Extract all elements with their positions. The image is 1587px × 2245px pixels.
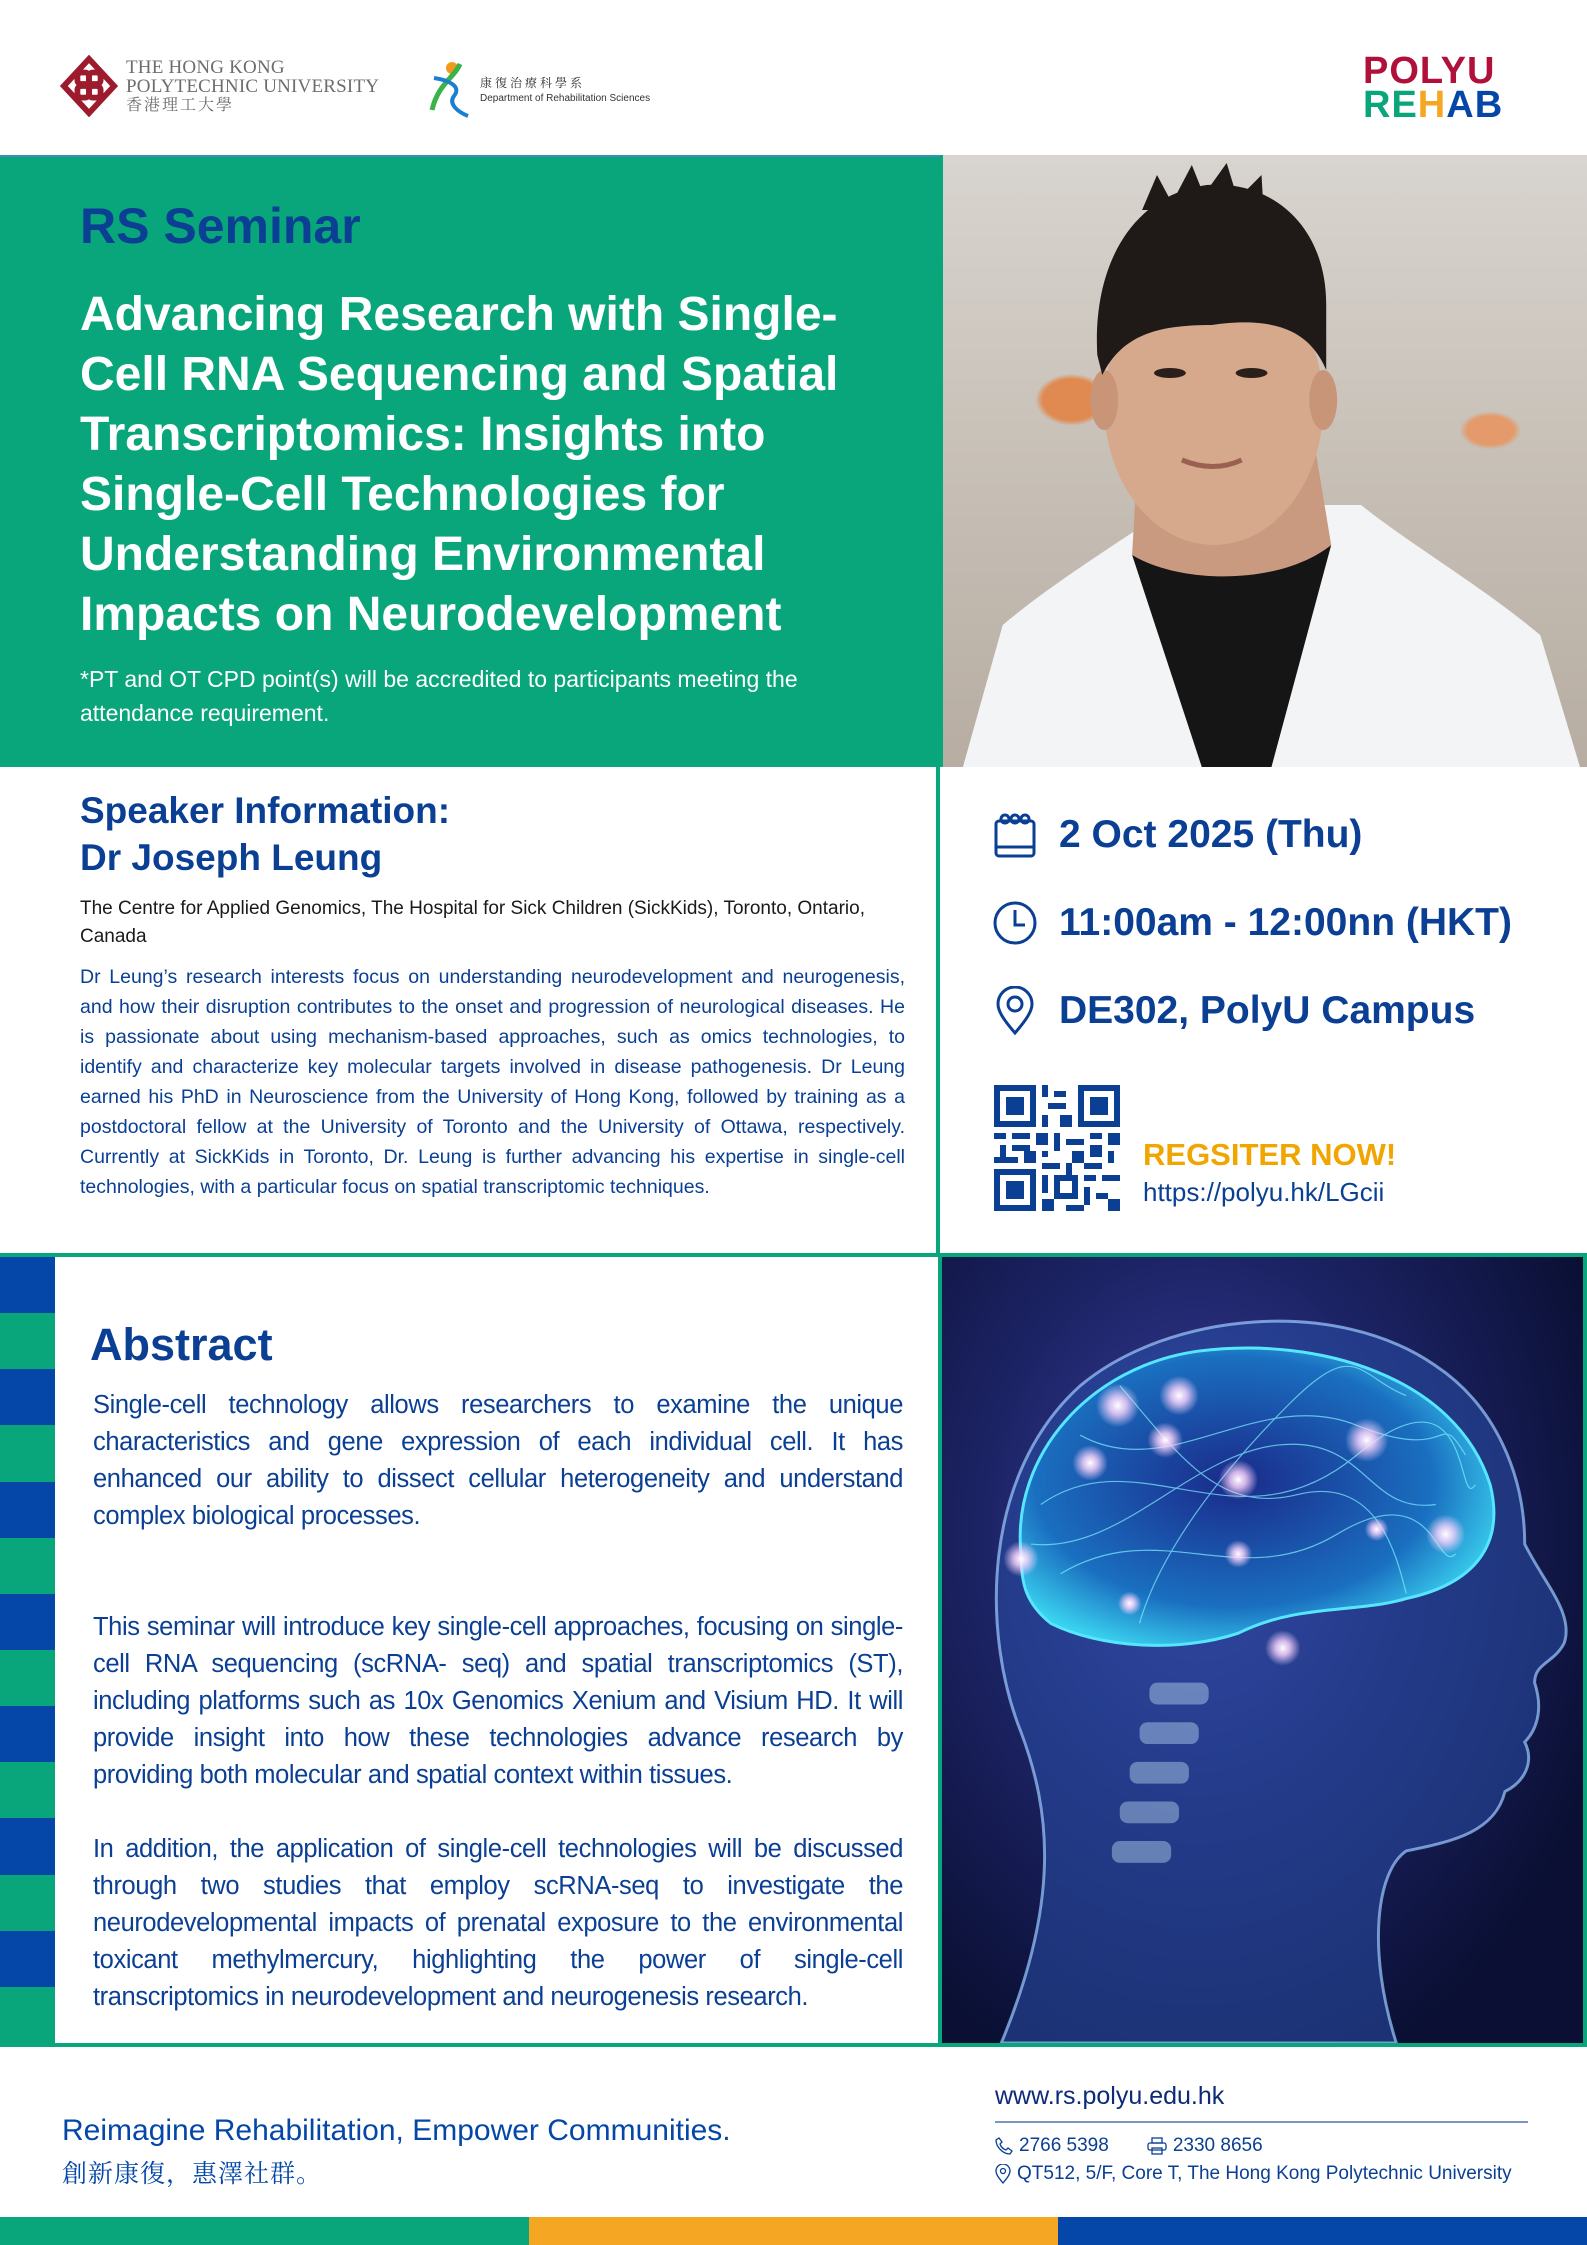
speaker-heading: Speaker Information:: [80, 790, 451, 831]
brand-top: POLYU: [1363, 50, 1496, 92]
registration-qr-code[interactable]: [994, 1085, 1120, 1211]
cpd-note: *PT and OT CPD point(s) will be accredited to participants meeting the attendance requirement.: [80, 666, 798, 726]
abstract-paragraph-3: In addition, the application of single-cell technologies will be discussed through two studies that employ scRNA-seq to investigate the neurodevelopmental impacts of prenatal exposure to the environmental toxicant methylmercury, highlighting the power of single-cell transcriptomics in neurodevelopment and neurogenesis research.: [93, 1835, 903, 2011]
event-venue-row: [991, 985, 1475, 1037]
dept-logo: [428, 60, 650, 118]
phone-icon: [995, 2137, 1013, 2155]
abstract-section: [0, 1253, 940, 2047]
speaker-portrait-illustration: [943, 155, 1587, 767]
speaker-photo: [940, 155, 1587, 767]
website-link[interactable]: www.rs.polyu.edu.hk: [995, 2082, 1528, 2123]
event-venue: DE302, PolyU Campus: [1059, 989, 1476, 1032]
calendar-icon: [991, 809, 1039, 861]
brain-illustration: [938, 1253, 1587, 2047]
speaker-bio: Dr Leung’s research interests focus on understanding neurodevelopment and neurogenesis, and how their disruption contributes to the onset and progression of neurological diseases. He is passionate about using mechanism-based approaches, such as omics technologies, to identify and characterize key molecular targets involved in disease pathogenesis. Dr Leung earned his PhD in Neuroscience from the University of Hong Kong, followed by training as a postdoctoral fellow at the University of Toronto and the University of Ottawa, respectively. Currently at SickKids in Toronto, Dr. Leung is further advancing his expertise in single-cell technologies, with a particular focus on spatial transcriptomic techniques.: [80, 966, 905, 1198]
event-time: 11:00am - 12:00nn (HKT): [1059, 901, 1512, 944]
seminar-series-label: RS Seminar: [80, 198, 361, 254]
brand-ab: AB: [1446, 84, 1504, 126]
abstract-paragraph-2: This seminar will introduce key single-cell approaches, focusing on single-cell RNA sequencing (scRNA- seq) and spatial transcriptomics (ST), including platforms such as 10x Genomics Xenium and Visium HD. It will provide insight into how these technologies advance research by providing both molecular and spatial context within tissues.: [93, 1613, 903, 1789]
footer: [0, 2047, 1587, 2217]
polyu-rehab-brand: [1363, 50, 1504, 126]
brand-h: H: [1417, 84, 1447, 126]
dept-figure-icon: [428, 60, 474, 118]
polyu-logo: [60, 55, 379, 117]
location-pin-icon: [991, 985, 1039, 1037]
fax-icon: [1147, 2137, 1167, 2155]
bar-blue: [1058, 2217, 1587, 2245]
bar-green: [0, 2217, 529, 2245]
seminar-title: Advancing Research with Single-Cell RNA Sequencing and Spatial Transcriptomics: Insights into Single-Cell Technologies for Understanding Environmental Impacts on Neurodevelopment: [80, 288, 839, 641]
header: [0, 0, 1587, 155]
event-time-row: [991, 897, 1512, 949]
hero-banner: [0, 155, 940, 767]
phone-number: 2766 5398: [1019, 2135, 1109, 2156]
register-link[interactable]: https://polyu.hk/LGcii: [1143, 1177, 1385, 1207]
polyu-name-line1: THE HONG KONG: [126, 57, 285, 78]
brand-re: RE: [1363, 84, 1418, 126]
bar-orange: [529, 2217, 1058, 2245]
polyu-name-chinese: 香港理工大學: [126, 97, 235, 114]
address-pin-icon: [995, 2164, 1011, 2184]
tagline-english: Reimagine Rehabilitation, Empower Communities.: [62, 2114, 731, 2147]
abstract-paragraph-1: Single-cell technology allows researchers to examine the unique characteristics and gene expression of each individual cell. It has enhanced our ability to dissect cellular heterogeneity and understand complex biological processes.: [93, 1391, 903, 1530]
dept-name-chinese: 康復治療科學系: [480, 76, 586, 90]
abstract-heading: Abstract: [90, 1319, 273, 1370]
event-date: 2 Oct 2025 (Thu): [1059, 813, 1363, 856]
tagline: [62, 2114, 731, 2190]
speaker-section: [0, 767, 940, 1255]
registration-block: [1143, 1137, 1396, 1208]
event-date-row: [991, 809, 1362, 861]
tagline-chinese: 創新康復，惠澤社群。: [62, 2160, 323, 2188]
polyu-name-line2: POLYTECHNIC UNIVERSITY: [126, 76, 380, 97]
event-info: [944, 767, 1587, 1255]
polyu-knot-icon: [60, 55, 118, 117]
register-now-label: REGSITER NOW!: [1143, 1137, 1397, 1172]
clock-icon: [991, 897, 1039, 949]
address-text: QT512, 5/F, Core T, The Hong Kong Polytechnic University: [1017, 2163, 1512, 2184]
decorative-stripes: [0, 1257, 55, 2043]
speaker-affiliation: The Centre for Applied Genomics, The Hospital for Sick Children (SickKids), Toronto, Ontario, Canada: [80, 898, 865, 947]
speaker-name: Dr Joseph Leung: [80, 837, 383, 878]
contact-block: [995, 2082, 1528, 2189]
dept-name-english: Department of Rehabilitation Sciences: [480, 93, 651, 104]
bottom-color-bar: [0, 2217, 1587, 2245]
fax-number: 2330 8656: [1172, 2135, 1263, 2156]
